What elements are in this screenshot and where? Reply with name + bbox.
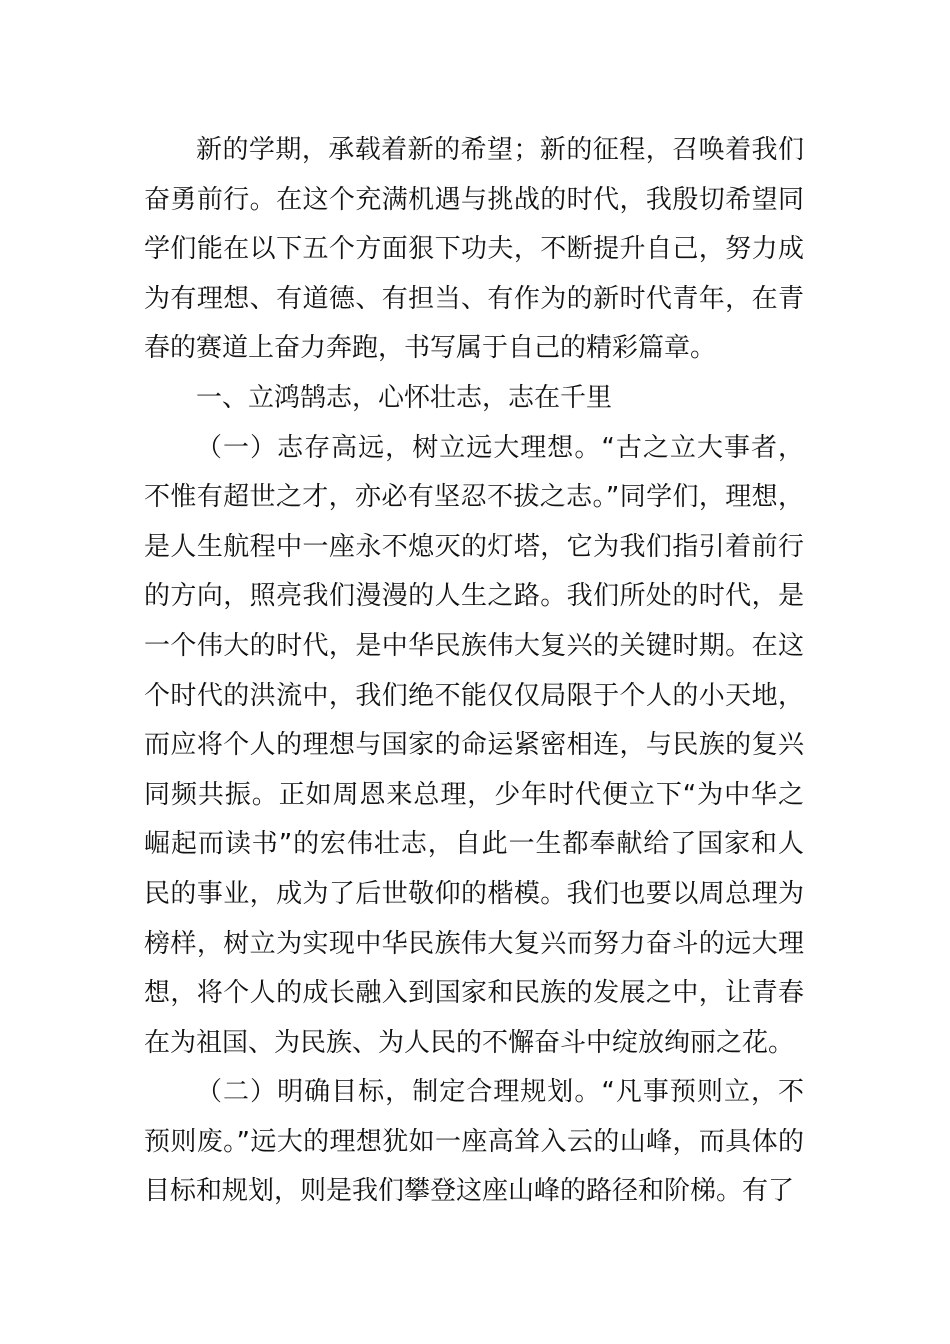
- subsection-paragraph-2: （二）明确目标，制定合理规划。“凡事预则立，不预则废。”远大的理想犹如一座高耸入云的山峰，而具体的目标和规划，则是我们攀登这座山峰的路径和阶梯。有了: [144, 1077, 804, 1207]
- subsection-paragraph-1: （一）志存高远，树立远大理想。“古之立大事者，不惟有超世之才，亦必有坚忍不拔之志。”同学们，理想，是人生航程中一座永不熄灭的灯塔，它为我们指引着前行的方向，照亮我们漫漫的人生之路。我们所处的时代，是一个伟大的时代，是中华民族伟大复兴的关键时期。在这个时代的洪流中，我们绝不能仅仅局限于个人的小天地，而应将个人的理想与国家的命运紧密相连，与民族的复兴同频共振。正如周恩来总理，少年时代便立下“为中华之崛起而读书”的宏伟壮志，自此一生都奉献给了国家和人民的事业，成为了后世敬仰的楷模。我们也要以周总理为榜样，树立为实现中华民族伟大复兴而努力奋斗的远大理想，将个人的成长融入到国家和民族的发展之中，让青春在为祖国、为民族、为人民的不懈奋斗中绽放绚丽之花。: [144, 432, 804, 1058]
- intro-paragraph: 新的学期，承载着新的希望；新的征程，召唤着我们奋勇前行。在这个充满机遇与挑战的时代，我殷切希望同学们能在以下五个方面狠下功夫，不断提升自己，努力成为有理想、有道德、有担当、有作为的新时代青年，在青春的赛道上奋力奔跑，书写属于自己的精彩篇章。: [144, 135, 804, 364]
- document-body: [144, 126, 804, 1217]
- section-heading: 一、立鸿鹄志，心怀壮志，志在千里: [196, 382, 613, 413]
